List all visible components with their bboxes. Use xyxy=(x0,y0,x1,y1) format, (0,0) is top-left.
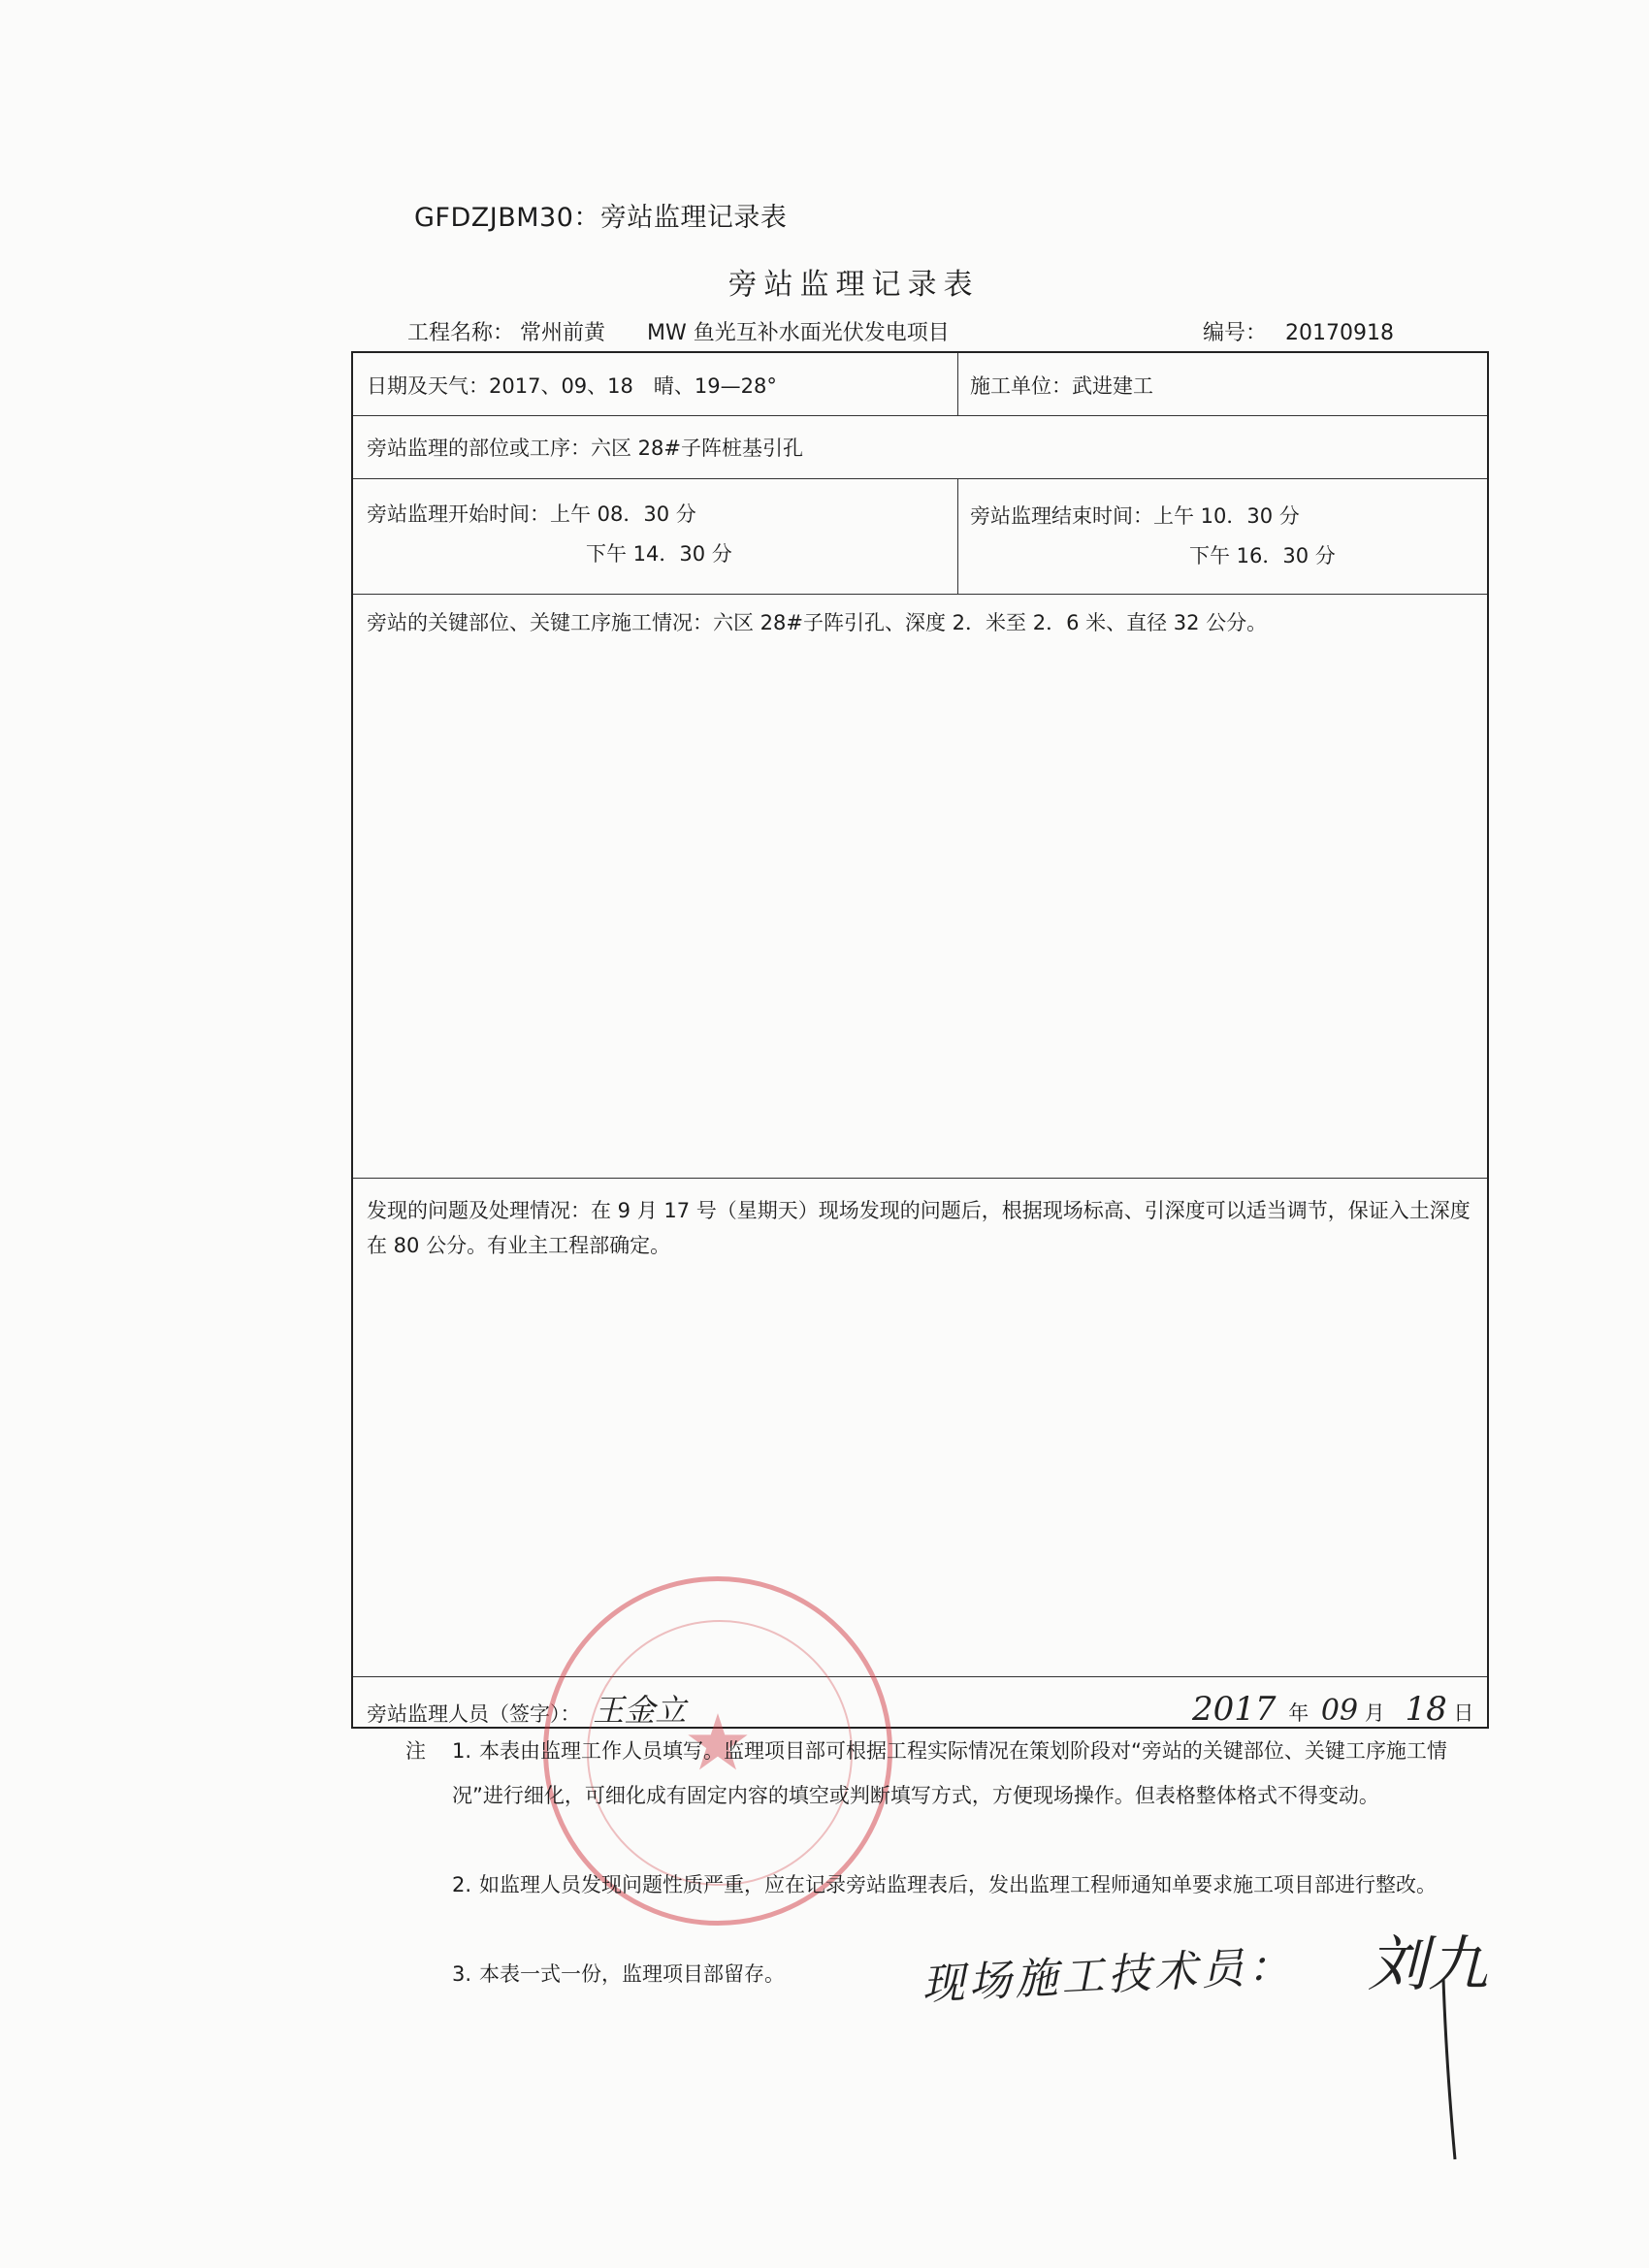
col-divider xyxy=(957,478,958,594)
start-am: 上午 08．30 分 xyxy=(550,502,696,526)
contractor-value: 武进建工 xyxy=(1072,374,1153,398)
note-number: 1. xyxy=(452,1739,472,1763)
col-divider xyxy=(957,353,958,415)
number-label: 编号： xyxy=(1203,321,1268,345)
row-divider xyxy=(353,1676,1487,1677)
page-title: 旁站监理记录表 xyxy=(728,268,980,302)
signer-signature: 王金立 xyxy=(593,1692,687,1729)
project-name-2: MW 鱼光互补水面光伏发电项目 xyxy=(647,321,950,345)
project-row xyxy=(407,316,955,346)
key-value: 六区 28#子阵引孔、深度 2．米至 2．6 米、直径 32 公分。 xyxy=(713,611,1268,634)
contractor-cell xyxy=(970,371,1153,403)
project-name: 常州前黄 xyxy=(520,321,606,345)
note-text: 本表由监理工作人员填写。监理项目部可根据工程实际情况在策划阶段对“旁站的关键部位、关键工序施工情况”进行细化，可细化成有固定内容的填空或判断填写方式，方便现场操作。但表格整体格式不得变动。 xyxy=(452,1739,1447,1807)
number-value: 20170918 xyxy=(1285,321,1394,345)
form-code-title: GFDZJBM30：旁站监理记录表 xyxy=(414,203,788,233)
seal-star-icon: ★ xyxy=(683,1698,753,1788)
row-divider xyxy=(353,415,1487,416)
note-number: 2. xyxy=(452,1873,472,1896)
start-pm: 下午 14．30 分 xyxy=(586,541,732,566)
key-process-cell xyxy=(367,607,1472,639)
start-label: 旁站监理开始时间： xyxy=(367,502,550,526)
end-pm: 下午 16．30 分 xyxy=(1189,543,1336,567)
location-cell xyxy=(367,433,803,465)
date-weather-cell xyxy=(367,371,777,403)
sign-date xyxy=(1192,1684,1473,1735)
end-label: 旁站监理结束时间： xyxy=(970,504,1153,528)
note-item xyxy=(452,1729,1492,1818)
end-am: 上午 10．30 分 xyxy=(1153,504,1300,528)
notes-label: 注 xyxy=(405,1739,426,1763)
record-form-table xyxy=(351,351,1489,1729)
note-number: 3. xyxy=(452,1962,472,1986)
end-time-cell xyxy=(970,501,1336,571)
note-text: 本表一式一份，监理项目部留存。 xyxy=(479,1962,785,1986)
issues-value: 在 9 月 17 号（星期天）现场发现的问题后，根据现场标高、引深度可以适当调节，保证入土深度在 80 公分。有业主工程部确定。 xyxy=(367,1199,1471,1257)
contractor-label: 施工单位： xyxy=(970,374,1072,398)
key-label: 旁站的关键部位、关键工序施工情况： xyxy=(367,611,713,634)
sign-year: 2017 xyxy=(1192,1690,1277,1729)
sign-year-unit: 年 xyxy=(1288,1701,1310,1725)
date-weather-label: 日期及天气： xyxy=(367,374,489,398)
sign-month: 09 xyxy=(1320,1694,1359,1728)
start-time-cell xyxy=(367,499,732,569)
issues-cell xyxy=(367,1193,1472,1263)
handwritten-note: 现场施工技术员： xyxy=(921,1940,1296,2011)
location-label: 旁站监理的部位或工序： xyxy=(367,437,591,460)
sign-day-unit: 日 xyxy=(1453,1701,1474,1725)
project-label: 工程名称： xyxy=(407,321,515,345)
handwritten-signature: 刘九 xyxy=(1368,1928,1489,1999)
row-divider xyxy=(353,478,1487,479)
issues-label: 发现的问题及处理情况： xyxy=(367,1199,591,1222)
signer-label: 旁站监理人员（签字）： xyxy=(367,1702,581,1726)
date-weather-value: 2017、09、18 晴、19—28° xyxy=(489,374,777,398)
sign-day: 18 xyxy=(1405,1690,1447,1729)
sign-month-unit: 月 xyxy=(1364,1701,1385,1725)
note-text: 如监理人员发现问题性质严重，应在记录旁站监理表后，发出监理工程师通知单要求施工项目部进行整改。 xyxy=(479,1873,1437,1896)
form-number xyxy=(1203,316,1394,346)
location-value: 六区 28#子阵桩基引孔 xyxy=(591,437,803,460)
note-item xyxy=(452,1863,1492,1907)
row-divider xyxy=(353,1178,1487,1179)
row-divider xyxy=(353,594,1487,595)
signature-stroke xyxy=(1436,1979,1465,2163)
